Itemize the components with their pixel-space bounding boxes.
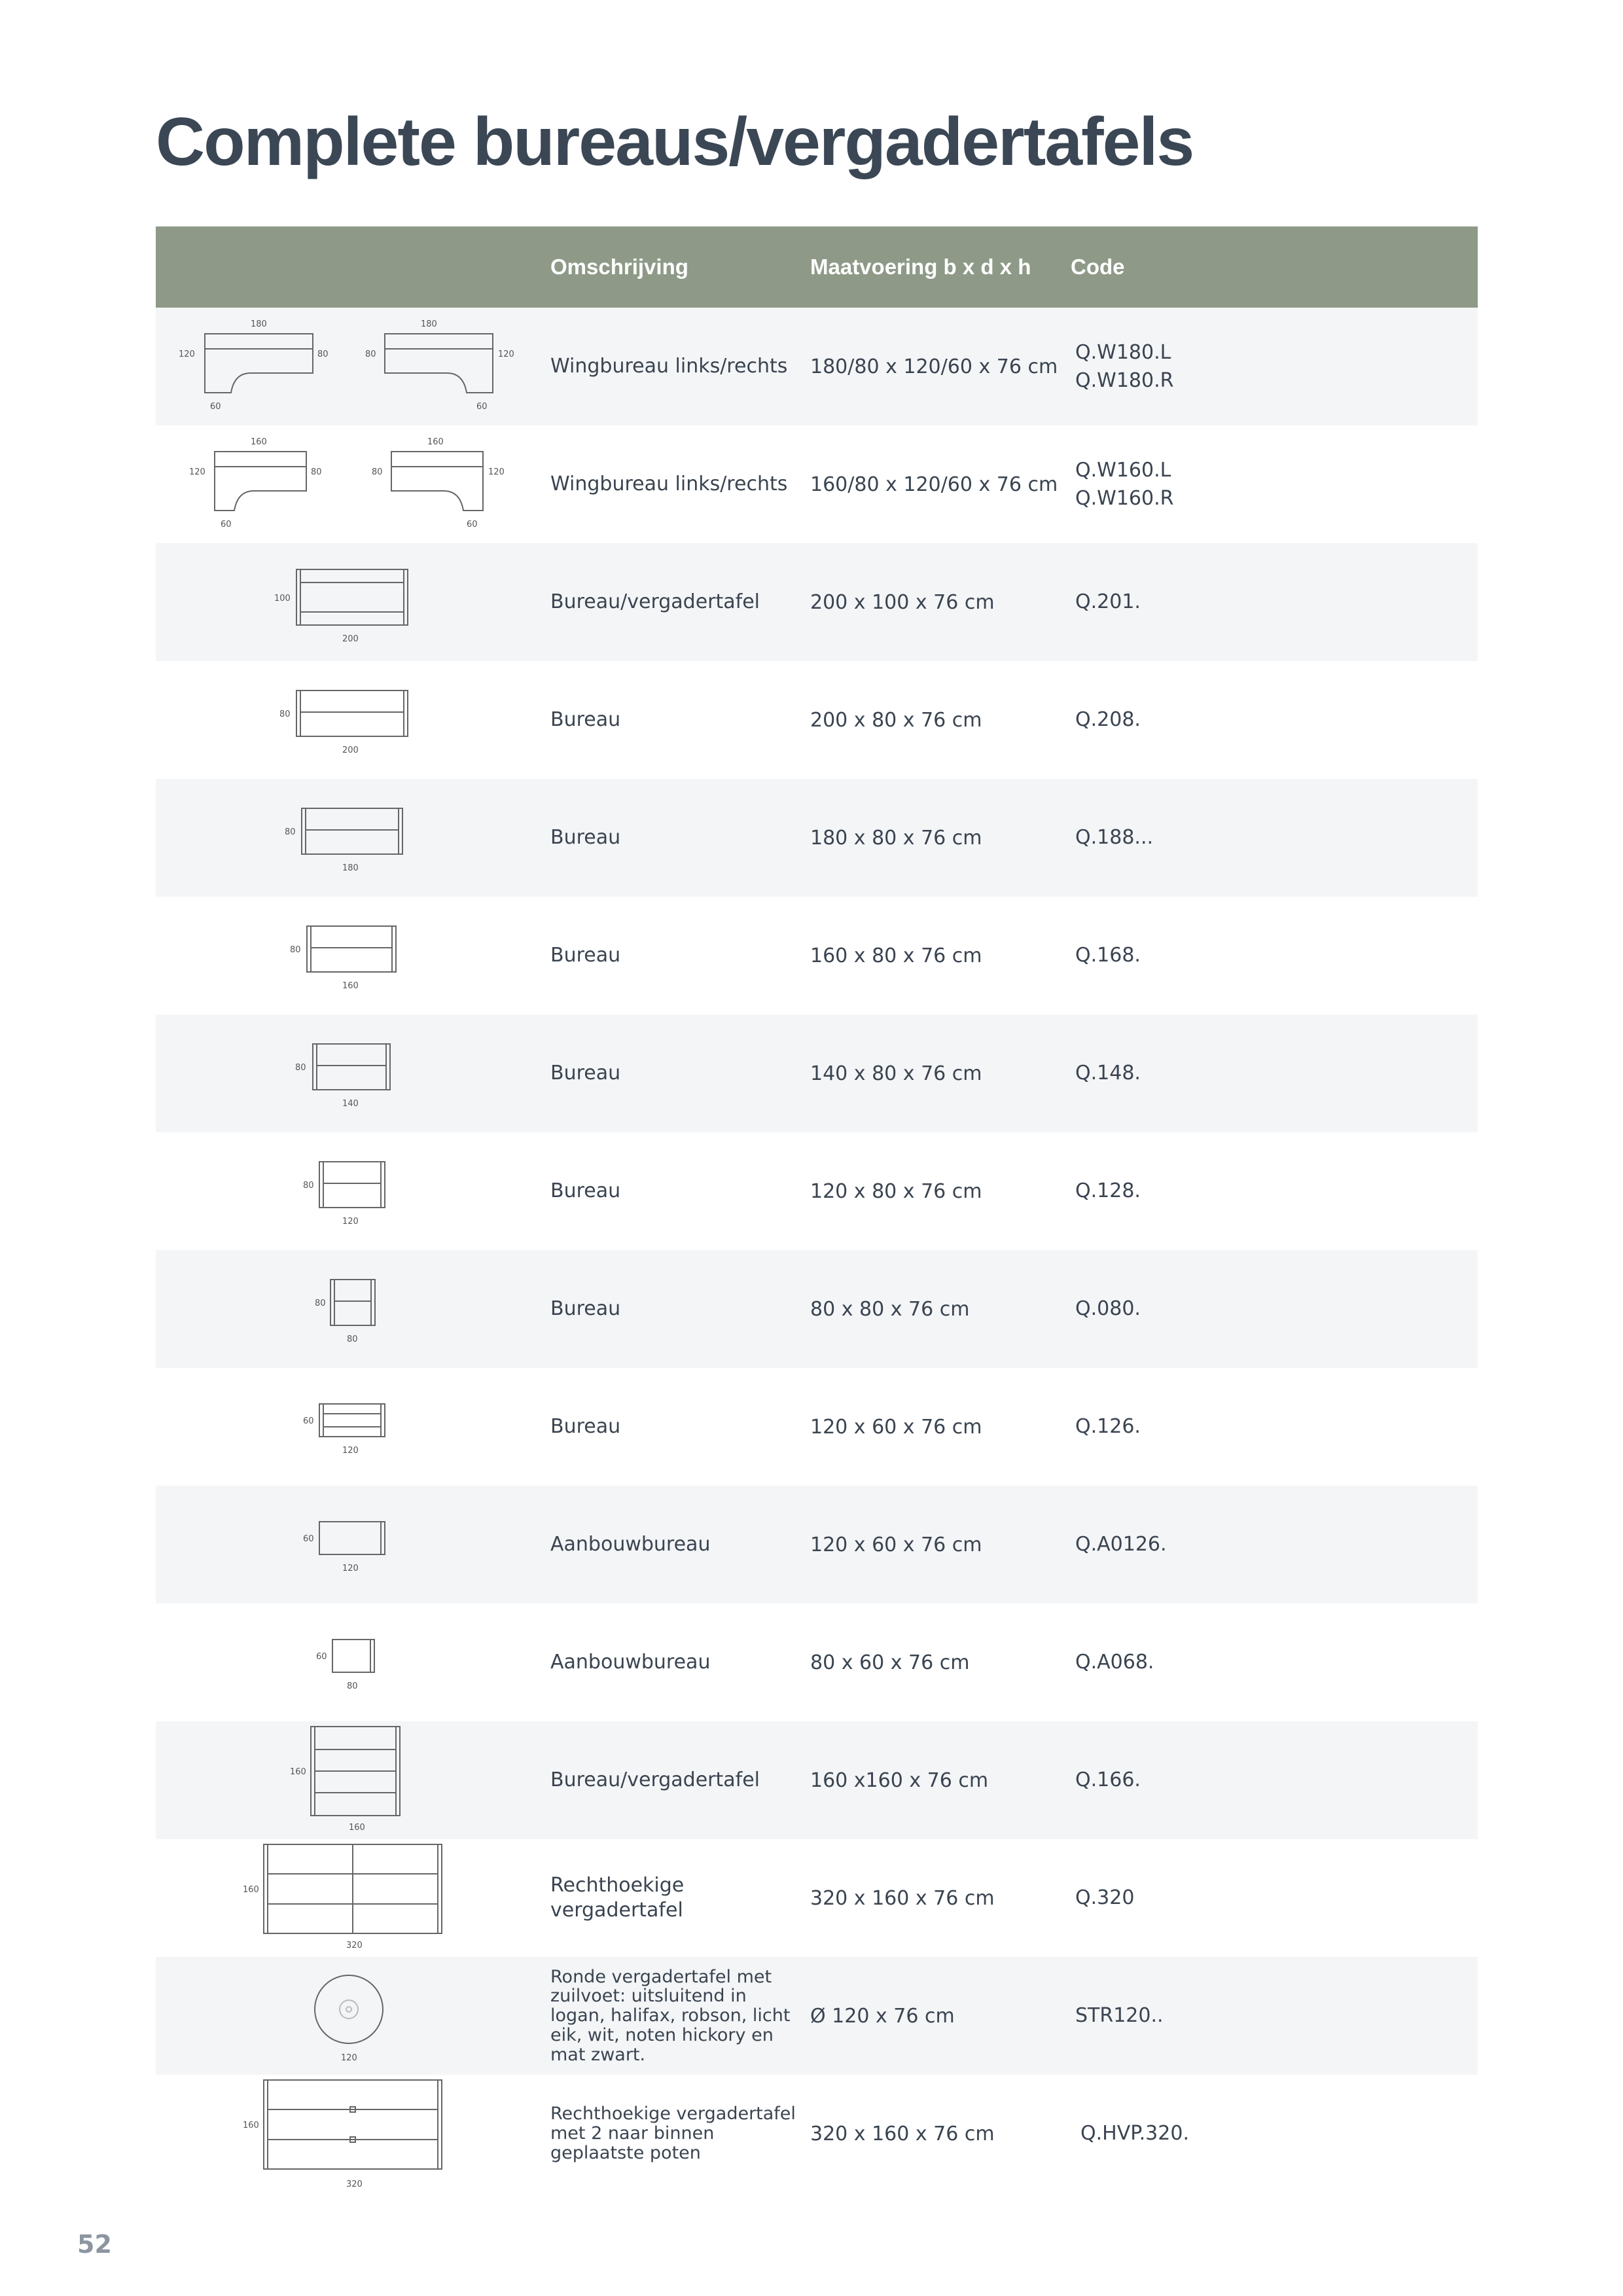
row-code: Q.166. — [1075, 1768, 1141, 1792]
table-row — [156, 1839, 1478, 1957]
row-description: Bureau — [550, 943, 621, 967]
product-drawing — [156, 308, 542, 425]
dim-label: 160 — [290, 1767, 306, 1777]
row-description: Bureau — [550, 1179, 621, 1202]
row-description: Bureau/vergadertafel — [550, 590, 760, 613]
dim-label: 60 — [210, 402, 221, 412]
dim-label: 80 — [295, 1063, 306, 1073]
dim-label: 120 — [189, 467, 205, 477]
row-code: Q.W160.L Q.W160.R — [1075, 458, 1174, 510]
table-row — [156, 2075, 1478, 2193]
product-drawing — [156, 2075, 542, 2193]
product-table — [156, 226, 1478, 2193]
product-drawing — [156, 897, 542, 1014]
table-row — [156, 543, 1478, 661]
row-code: Q.208. — [1075, 708, 1141, 732]
dim-label: 180 — [421, 319, 437, 329]
table-row — [156, 308, 1478, 425]
dim-label: 200 — [342, 745, 359, 755]
row-description: Wingbureau links/rechts — [550, 472, 788, 495]
row-code: Q.W180.L Q.W180.R — [1075, 340, 1174, 392]
row-description: Aanbouwbureau — [550, 1650, 711, 1674]
row-code: STR120.. — [1075, 2004, 1164, 2028]
row-code: Q.128. — [1075, 1179, 1141, 1203]
row-dimensions: 80 x 60 x 76 cm — [810, 1651, 970, 1674]
table-row — [156, 1368, 1478, 1486]
dim-label: 120 — [179, 350, 195, 359]
row-code: Q.A068. — [1075, 1651, 1154, 1674]
page-number: 52 — [77, 2230, 112, 2259]
product-drawing — [156, 1604, 542, 1721]
table-row — [156, 1132, 1478, 1250]
row-dimensions: 160 x 80 x 76 cm — [810, 944, 982, 967]
dim-label: 80 — [303, 1181, 314, 1191]
page-title: Complete bureaus/vergadertafels — [156, 104, 1194, 180]
table-header — [156, 226, 1478, 308]
dim-label: 160 — [243, 2120, 259, 2130]
product-drawing — [156, 425, 542, 543]
row-dimensions: 180 x 80 x 76 cm — [810, 826, 982, 850]
product-drawing — [156, 1486, 542, 1604]
product-drawing — [156, 1839, 542, 1957]
table-row — [156, 897, 1478, 1014]
row-dimensions: 160 x160 x 76 cm — [810, 1768, 989, 1792]
header-dimensions: Maatvoering b x d x h — [810, 255, 1031, 279]
dim-label: 100 — [274, 594, 291, 603]
dim-label: 80 — [317, 350, 329, 359]
product-drawing — [156, 779, 542, 897]
table-row — [156, 425, 1478, 543]
dim-label: 160 — [243, 1884, 259, 1895]
row-dimensions: 200 x 100 x 76 cm — [810, 590, 995, 614]
row-dimensions: 160/80 x 120/60 x 76 cm — [810, 473, 1058, 496]
product-drawing — [156, 1368, 542, 1486]
row-code: Q.080. — [1075, 1297, 1141, 1321]
dim-label: 160 — [349, 1822, 365, 1833]
row-code: Q.188... — [1075, 826, 1154, 850]
row-code: Q.A0126. — [1075, 1533, 1167, 1556]
table-row — [156, 1721, 1478, 1839]
header-code: Code — [1071, 255, 1125, 279]
dim-label: 120 — [498, 350, 514, 359]
row-description: Ronde vergadertafel met zuilvoet: uitsluitend in logan, halifax, robson, licht eik, wit, noten hickory en mat zwart. — [550, 1966, 791, 2065]
dim-label: 320 — [346, 2179, 363, 2189]
dim-label: 160 — [342, 981, 359, 991]
dim-label: 120 — [488, 467, 505, 477]
dim-label: 120 — [342, 1217, 359, 1227]
table-row — [156, 1014, 1478, 1132]
row-description: Aanbouwbureau — [550, 1532, 711, 1556]
header-description: Omschrijving — [550, 255, 688, 279]
dim-label: 60 — [303, 1534, 314, 1544]
row-dimensions: 320 x 160 x 76 cm — [810, 2122, 995, 2145]
row-description: Bureau — [550, 1297, 621, 1320]
dim-label: 80 — [372, 467, 383, 477]
row-dimensions: 320 x 160 x 76 cm — [810, 1886, 995, 1910]
dim-label: 60 — [467, 520, 478, 529]
dim-label: 120 — [341, 2053, 357, 2063]
row-code: Q.HVP.320. — [1080, 2122, 1189, 2145]
dim-label: 80 — [365, 350, 376, 359]
dim-label: 60 — [476, 402, 488, 412]
row-code: Q.126. — [1075, 1415, 1141, 1439]
dim-label: 80 — [290, 945, 301, 955]
table-row — [156, 1604, 1478, 1721]
row-description: Bureau — [550, 708, 621, 731]
dim-label: 80 — [347, 1681, 358, 1691]
dim-label: 160 — [427, 437, 444, 447]
product-drawing — [156, 1721, 542, 1839]
dim-label: 180 — [342, 863, 359, 873]
row-dimensions: 120 x 60 x 76 cm — [810, 1415, 982, 1439]
row-dimensions: 180/80 x 120/60 x 76 cm — [810, 355, 1058, 378]
row-code: Q.201. — [1075, 590, 1141, 614]
product-drawing — [156, 543, 542, 661]
product-drawing — [156, 1014, 542, 1132]
dim-label: 160 — [251, 437, 267, 447]
row-dimensions: 200 x 80 x 76 cm — [810, 708, 982, 732]
dim-label: 120 — [342, 1564, 359, 1573]
dim-label: 180 — [251, 319, 267, 329]
dim-label: 140 — [342, 1099, 359, 1109]
product-drawing — [156, 1957, 542, 2075]
row-description: Bureau — [550, 825, 621, 849]
dim-label: 80 — [347, 1335, 358, 1344]
row-description: Rechthoekige vergadertafel — [550, 1873, 685, 1922]
table-row — [156, 1957, 1478, 2075]
product-drawing — [156, 1250, 542, 1368]
dim-label: 60 — [303, 1416, 314, 1426]
dim-label: 80 — [279, 709, 291, 719]
product-drawing — [156, 1132, 542, 1250]
dim-label: 80 — [285, 827, 296, 837]
row-dimensions: 120 x 80 x 76 cm — [810, 1179, 982, 1203]
dim-label: 60 — [316, 1652, 327, 1662]
table-row — [156, 779, 1478, 897]
product-drawing — [156, 661, 542, 779]
dim-label: 80 — [311, 467, 322, 477]
row-code: Q.148. — [1075, 1062, 1141, 1085]
row-description: Bureau — [550, 1061, 621, 1085]
dim-label: 320 — [346, 1940, 363, 1950]
row-description: Rechthoekige vergadertafel met 2 naar binnen geplaatste poten — [550, 2104, 796, 2163]
table-row — [156, 1250, 1478, 1368]
dim-label: 120 — [342, 1446, 359, 1456]
row-description: Bureau/vergadertafel — [550, 1768, 760, 1791]
dim-label: 60 — [221, 520, 232, 529]
table-row — [156, 661, 1478, 779]
row-code: Q.168. — [1075, 944, 1141, 967]
row-dimensions: 140 x 80 x 76 cm — [810, 1062, 982, 1085]
dim-label: 200 — [342, 634, 359, 644]
row-dimensions: 80 x 80 x 76 cm — [810, 1297, 970, 1321]
row-dimensions: Ø 120 x 76 cm — [810, 2004, 955, 2028]
dim-label: 80 — [315, 1299, 326, 1308]
row-dimensions: 120 x 60 x 76 cm — [810, 1533, 982, 1556]
row-description: Wingbureau links/rechts — [550, 354, 788, 378]
row-description: Bureau — [550, 1414, 621, 1438]
row-code: Q.320 — [1075, 1886, 1135, 1910]
table-row — [156, 1486, 1478, 1604]
